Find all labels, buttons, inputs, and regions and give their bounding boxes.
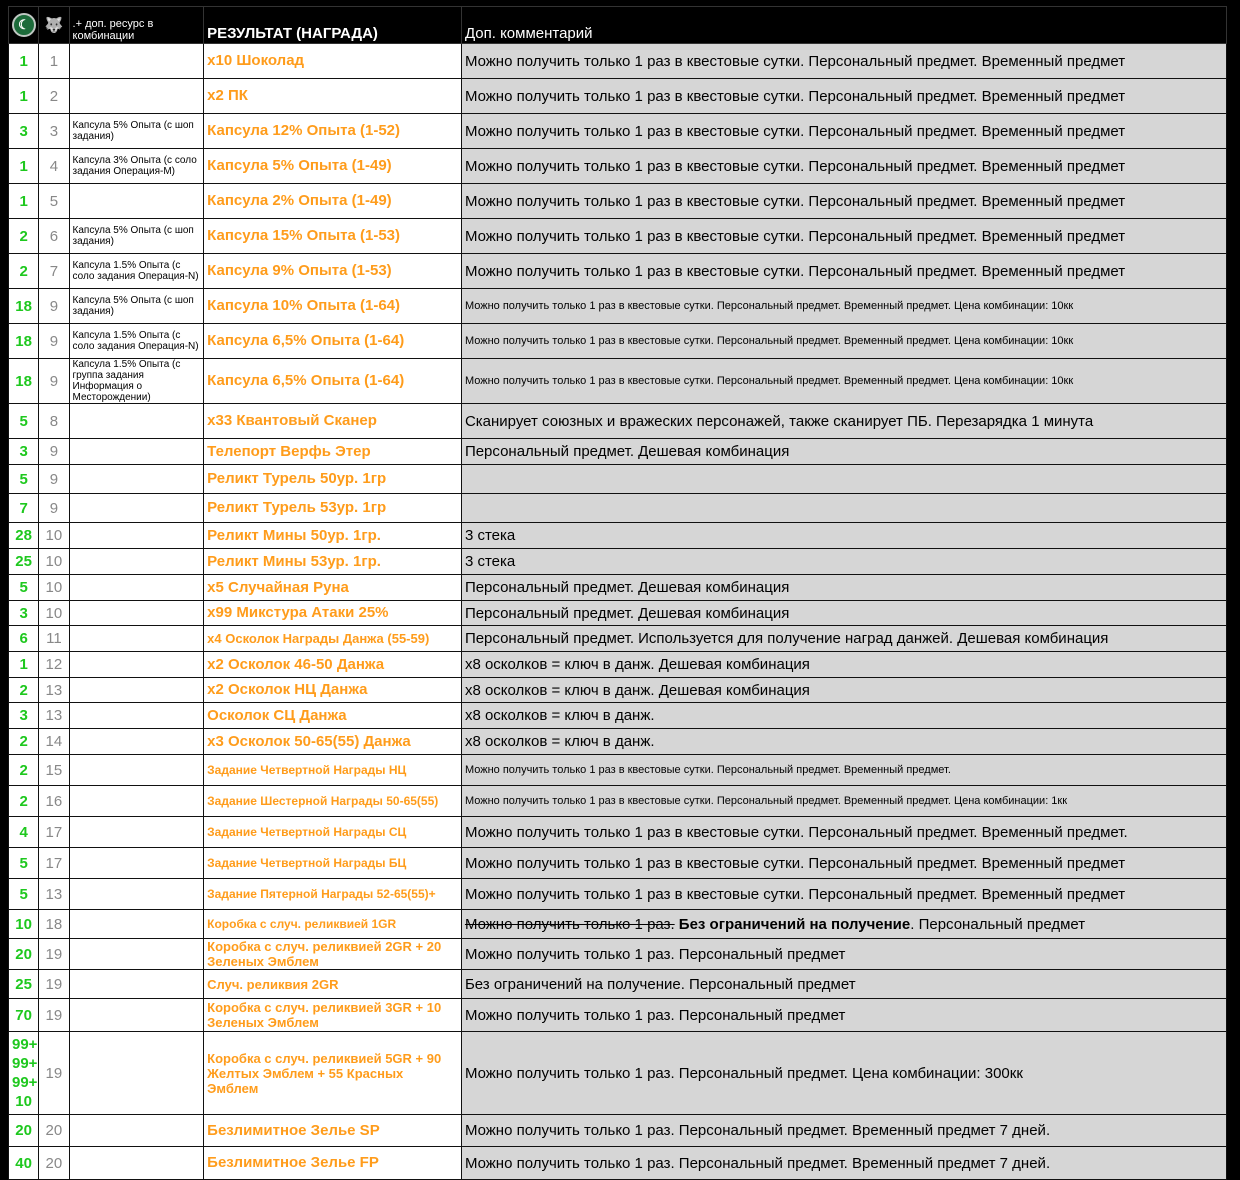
level-cell: 9 [39,324,69,359]
reward-cell: Задание Четвертной Награды СЦ [204,817,462,848]
header-comment: Доп. комментарий [461,7,1226,44]
level-cell: 4 [39,149,69,184]
comment-rest-text: . Персональный предмет [910,915,1086,933]
table-row [9,149,1227,184]
reward-cell: Капсула 6,5% Опыта (1-64) [204,324,462,359]
comment-cell: Можно получить только 1 раз в квестовые сутки. Персональный предмет. Временный предмет [461,254,1226,289]
comment-cell: Можно получить только 1 раз. Персональный предмет. Временный предмет 7 дней. [461,1147,1226,1180]
count-cell: 70 [9,999,39,1032]
level-cell: 9 [39,465,69,494]
level-cell: 13 [39,703,69,729]
table-row [9,817,1227,848]
comment-cell: Можно получить только 1 раз в квестовые сутки. Персональный предмет. Временный предмет [461,219,1226,254]
resource-cell [69,44,204,79]
count-cell: 2 [9,729,39,755]
resource-cell [69,79,204,114]
comment-cell: Можно получить только 1 раз в квестовые сутки. Персональный предмет. Временный предмет. [461,817,1226,848]
level-cell: 12 [39,652,69,678]
level-cell: 11 [39,626,69,652]
count-cell: 18 [9,359,39,404]
count-cell: 3 [9,439,39,465]
comment-cell: x8 осколков = ключ в данж. [461,703,1226,729]
count-cell: 2 [9,219,39,254]
resource-cell [69,970,204,999]
level-cell: 19 [39,970,69,999]
table-row [9,254,1227,289]
count-cell: 1 [9,79,39,114]
resource-cell [69,439,204,465]
table-row [9,970,1227,999]
reward-cell: Коробка с случ. реликвией 1GR [204,910,462,939]
resource-cell [69,465,204,494]
level-cell: 14 [39,729,69,755]
resource-cell: Капсула 1.5% Опыта (с соло задания Операция-N) [69,254,204,289]
comment-cell: Можно получить только 1 раз в квестовые сутки. Персональный предмет. Временный предмет [461,44,1226,79]
header-row [9,7,1227,44]
rewards-table [8,6,1227,1180]
comment-cell: Можно получить только 1 раз в квестовые сутки. Персональный предмет. Временный предмет. [461,755,1226,786]
count-cell: 2 [9,254,39,289]
comment-cell: Персональный предмет. Используется для получение наград данжей. Дешевая комбинация [461,626,1226,652]
comment-cell: Персональный предмет. Дешевая комбинация [461,439,1226,465]
level-cell: 10 [39,523,69,549]
table-row [9,939,1227,970]
resource-cell [69,652,204,678]
reward-cell: x99 Микстура Атаки 25% [204,601,462,626]
table-row [9,626,1227,652]
count-cell: 5 [9,575,39,601]
count-cell: 3 [9,601,39,626]
reward-cell: Телепорт Верфь Этер [204,439,462,465]
table-row [9,848,1227,879]
reward-cell: Задание Пятерной Награды 52-65(55)+ [204,879,462,910]
level-cell: 3 [39,114,69,149]
level-cell: 15 [39,755,69,786]
resource-cell [69,755,204,786]
reward-cell: Случ. реликвия 2GR [204,970,462,999]
comment-cell: Можно получить только 1 раз в квестовые сутки. Персональный предмет. Временный предмет [461,79,1226,114]
reward-cell: Капсула 5% Опыта (1-49) [204,149,462,184]
comment-cell: Сканирует союзных и вражеских персонажей, также сканирует ПБ. Перезарядка 1 минута [461,404,1226,439]
count-cell: 5 [9,848,39,879]
count-cell: 5 [9,404,39,439]
level-cell: 20 [39,1115,69,1147]
resource-cell [69,601,204,626]
table-row [9,786,1227,817]
reward-cell: Реликт Турель 53ур. 1гр [204,494,462,523]
level-cell: 17 [39,848,69,879]
comment-cell [461,494,1226,523]
level-cell: 9 [39,439,69,465]
reward-cell: Капсула 9% Опыта (1-53) [204,254,462,289]
resource-cell [69,939,204,970]
comment-cell: Можно получить только 1 раз в квестовые сутки. Персональный предмет. Временный предмет. Цена комбинации: 1кк [461,786,1226,817]
resource-cell [69,1032,204,1115]
count-cell: 10 [9,910,39,939]
reward-cell: x3 Осколок 50-65(55) Данжа [204,729,462,755]
resource-cell [69,626,204,652]
comment-cell: Можно получить только 1 раз в квестовые сутки. Персональный предмет. Временный предмет [461,879,1226,910]
level-cell: 10 [39,575,69,601]
table-row [9,910,1227,939]
level-cell: 19 [39,939,69,970]
header-resource: .+ доп. ресурс в комбинации [69,7,204,44]
resource-cell [69,786,204,817]
level-cell: 19 [39,1032,69,1115]
resource-cell [69,729,204,755]
comment-cell: Можно получить только 1 раз в квестовые сутки. Персональный предмет. Временный предмет. Цена комбинации: 10кк [461,289,1226,324]
table-row [9,324,1227,359]
comment-cell: Можно получить только 1 раз в квестовые сутки. Персональный предмет. Временный предмет [461,149,1226,184]
count-cell: 18 [9,289,39,324]
table-row [9,549,1227,575]
level-cell: 7 [39,254,69,289]
resource-cell [69,678,204,703]
table-row [9,494,1227,523]
resource-cell [69,999,204,1032]
comment-cell: x8 осколков = ключ в данж. Дешевая комбинация [461,652,1226,678]
level-cell: 13 [39,678,69,703]
resource-cell [69,817,204,848]
table-row [9,678,1227,703]
resource-cell [69,549,204,575]
table-row [9,1032,1227,1115]
comment-strike-text: Можно получить только 1 раз. [464,915,675,933]
level-cell: 5 [39,184,69,219]
level-cell: 6 [39,219,69,254]
resource-cell [69,848,204,879]
count-cell: 1 [9,184,39,219]
comment-cell: Можно получить только 1 раз в квестовые сутки. Персональный предмет. Временный предмет [461,184,1226,219]
reward-cell: Безлимитное Зелье FP [204,1147,462,1180]
reward-cell: x4 Осколок Награды Данжа (55-59) [204,626,462,652]
table-row [9,289,1227,324]
level-cell: 10 [39,549,69,575]
resource-cell [69,575,204,601]
comment-bold-text: Без ограничений на получение [674,915,911,933]
resource-cell: Капсула 5% Опыта (с шоп задания) [69,114,204,149]
table-row [9,575,1227,601]
count-cell: 6 [9,626,39,652]
table-row [9,465,1227,494]
table-row [9,439,1227,465]
level-cell: 10 [39,601,69,626]
count-cell: 18 [9,324,39,359]
comment-cell: Можно получить только 1 раз в квестовые сутки. Персональный предмет. Временный предмет. Цена комбинации: 10кк [461,359,1226,404]
count-cell: 20 [9,1115,39,1147]
resource-cell [69,703,204,729]
comment-cell [461,910,1226,939]
level-cell: 20 [39,1147,69,1180]
header-count-cell [9,7,39,44]
resource-cell [69,1115,204,1147]
header-level-cell [39,7,69,44]
comment-cell: Можно получить только 1 раз в квестовые сутки. Персональный предмет. Временный предмет [461,114,1226,149]
reward-cell: x33 Квантовый Сканер [204,404,462,439]
comment-cell: Можно получить только 1 раз в квестовые сутки. Персональный предмет. Временный предмет. Цена комбинации: 10кк [461,324,1226,359]
reward-cell: Коробка с случ. реликвией 3GR + 10 Зеленых Эмблем [204,999,462,1032]
resource-cell [69,1147,204,1180]
wolf-icon: 🐺 [44,16,64,34]
table-row [9,879,1227,910]
count-cell: 1 [9,149,39,184]
count-cell: 5 [9,879,39,910]
reward-cell: x2 Осколок НЦ Данжа [204,678,462,703]
comment-cell: x8 осколков = ключ в данж. [461,729,1226,755]
reward-cell: Коробка с случ. реликвией 5GR + 90 Желтых Эмблем + 55 Красных Эмблем [204,1032,462,1115]
reward-cell: Осколок СЦ Данжа [204,703,462,729]
table-row [9,404,1227,439]
table-row [9,729,1227,755]
reward-cell: Задание Шестерной Награды 50-65(55) [204,786,462,817]
resource-cell [69,494,204,523]
level-cell: 9 [39,359,69,404]
reward-cell: Капсула 12% Опыта (1-52) [204,114,462,149]
table-row [9,999,1227,1032]
reward-cell: Реликт Мины 50ур. 1гр. [204,523,462,549]
level-cell: 9 [39,494,69,523]
reward-cell: x5 Случайная Руна [204,575,462,601]
reward-cell: Безлимитное Зелье SP [204,1115,462,1147]
reward-cell: x10 Шоколад [204,44,462,79]
resource-cell: Капсула 1.5% Опыта (с соло задания Операция-N) [69,324,204,359]
count-cell: 4 [9,817,39,848]
reward-cell: x2 Осколок 46-50 Данжа [204,652,462,678]
comment-cell: x8 осколков = ключ в данж. Дешевая комбинация [461,678,1226,703]
comment-cell: Можно получить только 1 раз. Персональный предмет [461,939,1226,970]
count-cell: 2 [9,678,39,703]
level-cell: 1 [39,44,69,79]
resource-cell [69,879,204,910]
table-row [9,184,1227,219]
count-cell: 40 [9,1147,39,1180]
comment-cell: 3 стека [461,523,1226,549]
count-cell: 2 [9,786,39,817]
table-row [9,523,1227,549]
reward-cell: Капсула 2% Опыта (1-49) [204,184,462,219]
comment-cell: Персональный предмет. Дешевая комбинация [461,575,1226,601]
resource-cell [69,910,204,939]
resource-cell [69,404,204,439]
resource-cell: Капсула 5% Опыта (с шоп задания) [69,219,204,254]
level-cell: 13 [39,879,69,910]
level-cell: 18 [39,910,69,939]
reward-cell: Реликт Турель 50ур. 1гр [204,465,462,494]
table-row [9,1147,1227,1180]
header-reward: РЕЗУЛЬТАТ (НАГРАДА) [204,7,462,44]
level-cell: 16 [39,786,69,817]
reward-cell: x2 ПК [204,79,462,114]
table-row [9,652,1227,678]
count-cell: 28 [9,523,39,549]
resource-cell [69,523,204,549]
count-cell: 3 [9,703,39,729]
reward-cell: Реликт Мины 53ур. 1гр. [204,549,462,575]
table-row [9,44,1227,79]
comment-cell: Можно получить только 1 раз. Персональный предмет [461,999,1226,1032]
table-row [9,703,1227,729]
count-cell: 5 [9,465,39,494]
level-cell: 8 [39,404,69,439]
count-cell: 2 [9,755,39,786]
resource-cell: Капсула 5% Опыта (с шоп задания) [69,289,204,324]
table-row [9,601,1227,626]
table-row [9,79,1227,114]
count-cell: 99+ 99+ 99+ 10 [9,1032,39,1115]
count-cell: 1 [9,652,39,678]
reward-cell: Капсула 15% Опыта (1-53) [204,219,462,254]
guild-emblem-icon: ☾ [12,13,36,37]
resource-cell: Капсула 1.5% Опыта (с группа задания Информация о Месторождении) [69,359,204,404]
reward-cell: Капсула 10% Опыта (1-64) [204,289,462,324]
count-cell: 20 [9,939,39,970]
comment-cell: Персональный предмет. Дешевая комбинация [461,601,1226,626]
table-row [9,114,1227,149]
reward-cell: Коробка с случ. реликвией 2GR + 20 Зеленых Эмблем [204,939,462,970]
level-cell: 19 [39,999,69,1032]
level-cell: 2 [39,79,69,114]
comment-cell: Можно получить только 1 раз в квестовые сутки. Персональный предмет. Временный предмет [461,848,1226,879]
reward-cell: Задание Четвертной Награды НЦ [204,755,462,786]
count-cell: 25 [9,970,39,999]
count-cell: 7 [9,494,39,523]
count-cell: 25 [9,549,39,575]
table-row [9,359,1227,404]
reward-cell: Задание Четвертной Награды БЦ [204,848,462,879]
level-cell: 9 [39,289,69,324]
comment-cell: 3 стека [461,549,1226,575]
count-cell: 1 [9,44,39,79]
comment-cell: Без ограничений на получение. Персональный предмет [461,970,1226,999]
comment-cell [461,465,1226,494]
comment-cell: Можно получить только 1 раз. Персональный предмет. Временный предмет 7 дней. [461,1115,1226,1147]
resource-cell [69,184,204,219]
table-row [9,1115,1227,1147]
level-cell: 17 [39,817,69,848]
table-row [9,219,1227,254]
comment-cell: Можно получить только 1 раз. Персональный предмет. Цена комбинации: 300кк [461,1032,1226,1115]
reward-cell: Капсула 6,5% Опыта (1-64) [204,359,462,404]
count-cell: 3 [9,114,39,149]
resource-cell: Капсула 3% Опыта (с соло задания Операция-М) [69,149,204,184]
table-row [9,755,1227,786]
